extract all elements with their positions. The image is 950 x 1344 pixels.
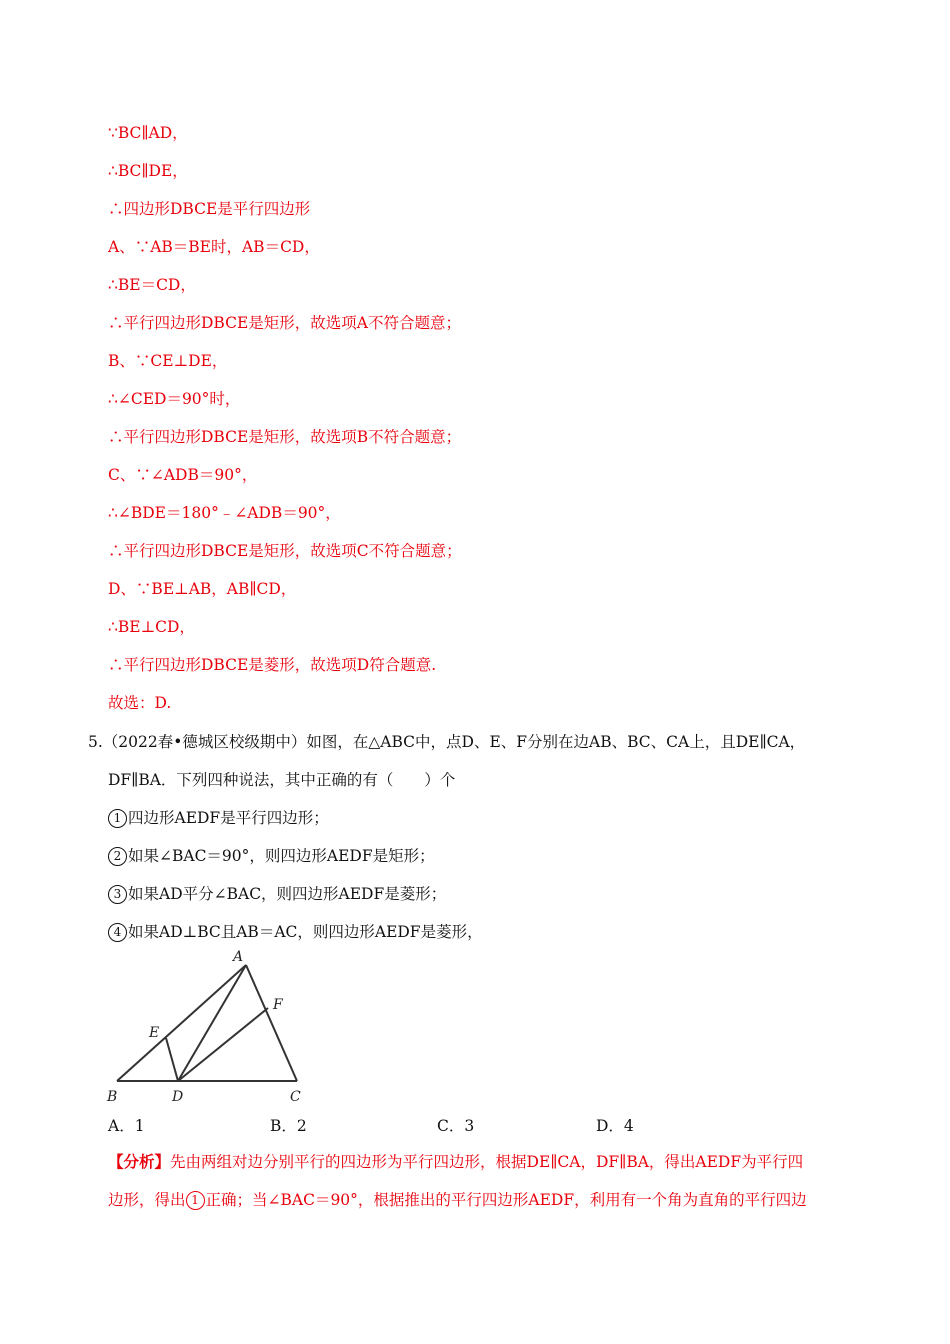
solution-line-8: ∴∠CED＝90°时， bbox=[108, 390, 241, 408]
circled-number: 2 bbox=[108, 847, 127, 866]
circled-number: 1 bbox=[186, 1191, 205, 1210]
segment-de bbox=[166, 1038, 178, 1081]
option-a: A．1 bbox=[108, 1117, 145, 1135]
analysis-tag: 【分析】 bbox=[108, 1152, 171, 1171]
statement-text: 如果AD平分∠BAC，则四边形AEDF是菱形； bbox=[128, 885, 447, 903]
statement-1 bbox=[108, 808, 329, 828]
circled-number: 3 bbox=[108, 885, 127, 904]
statement-4 bbox=[108, 922, 483, 942]
statement-text: 如果∠BAC＝90°，则四边形AEDF是矩形； bbox=[128, 847, 435, 865]
solution-line-1: ∵BC∥AD， bbox=[108, 124, 188, 142]
question-line-2: DF∥BA．下列四种说法，其中正确的有（ ）个 bbox=[108, 771, 456, 789]
label-d: D bbox=[172, 1089, 184, 1105]
solution-line-3: ∴四边形DBCE是平行四边形 bbox=[108, 200, 311, 218]
option-b: B．2 bbox=[270, 1117, 307, 1135]
side-ac bbox=[246, 965, 297, 1081]
solution-line-9: ∴平行四边形DBCE是矩形，故选项B不符合题意； bbox=[108, 428, 462, 446]
solution-line-5: ∴BE＝CD， bbox=[108, 276, 196, 294]
segment-df bbox=[178, 1008, 268, 1081]
circled-number: 1 bbox=[108, 809, 127, 828]
option-d: D．4 bbox=[596, 1117, 634, 1135]
label-e: E bbox=[149, 1025, 160, 1041]
solution-line-7: B、∵CE⊥DE， bbox=[108, 352, 228, 370]
circled-number: 4 bbox=[108, 923, 127, 942]
statement-text: 如果AD⊥BC且AB＝AC，则四边形AEDF是菱形， bbox=[128, 923, 483, 941]
label-a: A bbox=[233, 949, 244, 965]
solution-line-2: ∴BC∥DE， bbox=[108, 162, 188, 180]
analysis-text-2a: 边形，得出 bbox=[108, 1191, 186, 1209]
analysis-line-1 bbox=[108, 1152, 803, 1172]
triangle-figure bbox=[100, 945, 320, 1105]
solution-line-6: ∴平行四边形DBCE是矩形，故选项A不符合题意； bbox=[108, 314, 461, 332]
solution-line-10: C、∵∠ADB＝90°， bbox=[108, 466, 258, 484]
analysis-text-1: 先由两组对边分别平行的四边形为平行四边形，根据DE∥CA，DF∥BA，得出AEDF为平行四 bbox=[170, 1153, 804, 1171]
statement-3 bbox=[108, 884, 446, 904]
option-c: C．3 bbox=[437, 1117, 475, 1135]
question-line-1: 5.（2022春•德城区校级期中）如图，在△ABC中，点D、E、F分别在边AB、BC、CA上，且DE∥CA， bbox=[88, 733, 806, 751]
solution-line-13: D、∵BE⊥AB，AB∥CD， bbox=[108, 580, 297, 598]
statement-text: 四边形AEDF是平行四边形； bbox=[128, 809, 329, 827]
solution-line-15: ∴平行四边形DBCE是菱形，故选项D符合题意. bbox=[108, 656, 437, 674]
solution-line-12: ∴平行四边形DBCE是矩形，故选项C不符合题意； bbox=[108, 542, 462, 560]
solution-line-4: A、∵AB＝BE时，AB＝CD， bbox=[108, 238, 320, 256]
statement-2 bbox=[108, 846, 435, 866]
label-c: C bbox=[290, 1089, 301, 1105]
solution-line-16: 故选：D. bbox=[108, 694, 172, 712]
solution-line-14: ∴BE⊥CD， bbox=[108, 618, 195, 636]
solution-line-11: ∴∠BDE＝180°﹣∠ADB＝90°， bbox=[108, 504, 341, 522]
analysis-text-2b: 正确；当∠BAC＝90°，根据推出的平行四边形AEDF，利用有一个角为直角的平行四边 bbox=[205, 1191, 807, 1209]
segment-ad bbox=[178, 965, 246, 1081]
label-f: F bbox=[273, 997, 283, 1013]
analysis-line-2 bbox=[108, 1190, 807, 1210]
side-ab bbox=[117, 965, 246, 1081]
label-b: B bbox=[107, 1089, 118, 1105]
